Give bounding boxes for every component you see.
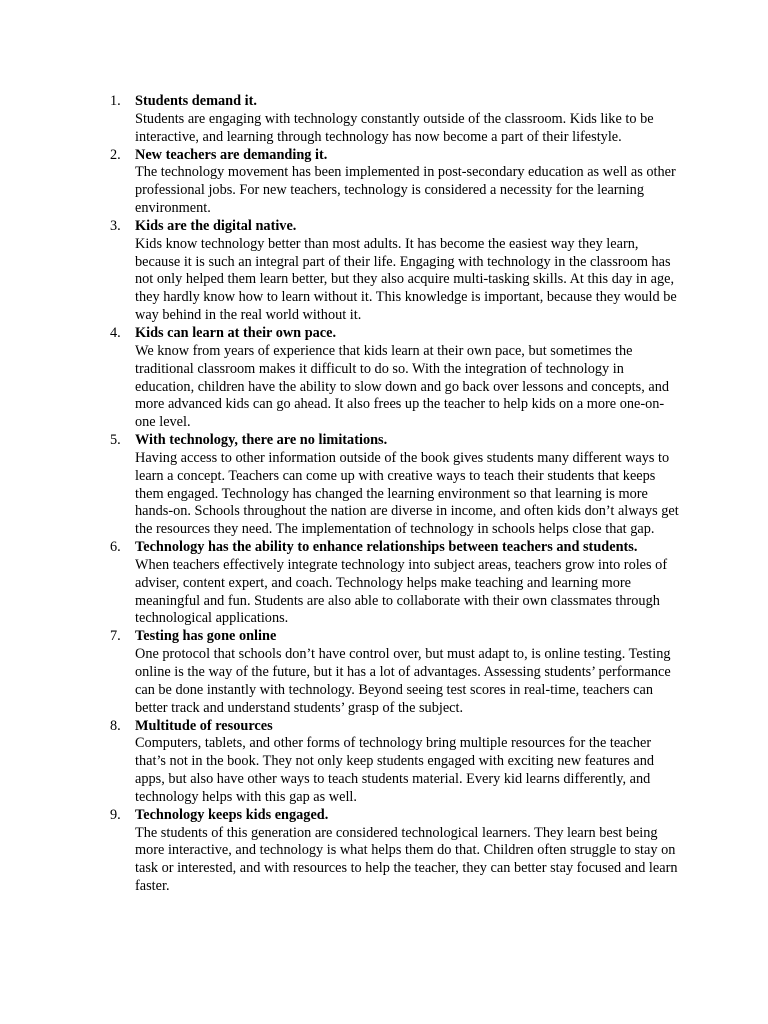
list-item	[110, 93, 683, 147]
list-item	[110, 717, 683, 807]
item-number: 7.	[110, 628, 121, 645]
item-heading: Technology has the ability to enhance relationships between teachers and students.	[135, 539, 638, 556]
item-text: Kids know technology better than most adults. It has become the easiest way they learn, because it is such an integral part of their life. Engaging with technology in the classroom has not only helped them learn better, but they also acquire multi-tasking skills. At this day in age, they hardly know how to learn without it. This knowledge is important, because they would be way behind in the real world without it.	[135, 235, 677, 324]
item-number: 2.	[110, 146, 121, 163]
item-text: One protocol that schools don’t have control over, but must adapt to, is online testing. Testing online is the way of the future, but it has a lot of advantages. Assessing students’ performance can be done instantly with technology. Beyond seeing test scores in real-time, teachers can better track and understand students’ grasp of the subject.	[135, 646, 671, 716]
item-number: 6.	[110, 539, 121, 556]
item-heading: Kids can learn at their own pace.	[135, 324, 337, 341]
list-item	[110, 806, 683, 896]
numbered-list	[110, 93, 683, 896]
list-item	[110, 146, 683, 218]
item-heading: With technology, there are no limitations.	[135, 432, 388, 449]
item-text: We know from years of experience that kids learn at their own pace, but sometimes the traditional classroom makes it difficult to do so. With the integration of technology in education, children have the ability to slow down and go back over lessons and concepts, and more advanced kids can go ahead. It also frees up the teacher to help kids on a more one-on-one level.	[135, 342, 670, 431]
item-heading: Testing has gone online	[135, 628, 277, 645]
item-number: 5.	[110, 432, 121, 449]
item-number: 1.	[110, 93, 121, 109]
item-heading: New teachers are demanding it.	[135, 146, 328, 163]
item-number: 9.	[110, 806, 121, 823]
list-item	[110, 217, 683, 325]
item-text: The students of this generation are considered technological learners. They learn best being more interactive, and technology is what helps them do that. Children often struggle to stay on task or interested, and with resources to help the teacher, they can better stay focused and learn faster.	[135, 824, 678, 895]
item-number: 4.	[110, 324, 121, 341]
item-text: Computers, tablets, and other forms of technology bring multiple resources for the teacher that’s not in the book. They not only keep students engaged with exciting new features and apps, but also have other ways to teach students material. Every kid learns differently, and technology helps with this gap as well.	[135, 735, 655, 805]
item-text: Having access to other information outside of the book gives students many different ways to learn a concept. Teachers can come up with creative ways to teach their students that keeps them engaged. Technology has changed the learning environment so that learning is more hands-on. Schools throughout the nation are diverse in income, and often kids don’t always get the resources they need. The implementation of technology in schools helps close that gap.	[135, 449, 679, 538]
item-heading: Students demand it.	[135, 93, 257, 109]
item-text: The technology movement has been implemented in post-secondary education as well as other professional jobs. For new teachers, technology is considered a necessity for the learning environment.	[135, 164, 676, 217]
item-text: Students are engaging with technology constantly outside of the classroom. Kids like to be interactive, and learning through technology has now become a part of their lifestyle.	[135, 110, 654, 145]
list-item	[110, 539, 683, 628]
list-item	[110, 432, 683, 539]
list-item	[110, 324, 683, 432]
item-heading: Kids are the digital native.	[135, 217, 297, 234]
item-heading: Multitude of resources	[135, 717, 273, 734]
list-item	[110, 628, 683, 717]
item-text: When teachers effectively integrate technology into subject areas, teachers grow into roles of adviser, content expert, and coach. Technology helps make teaching and learning more meaningful and fun. Students are also able to collaborate with their own classmates through technological applications.	[135, 556, 668, 627]
item-number: 8.	[110, 717, 121, 734]
item-heading: Technology keeps kids engaged.	[135, 806, 329, 823]
item-number: 3.	[110, 217, 121, 234]
